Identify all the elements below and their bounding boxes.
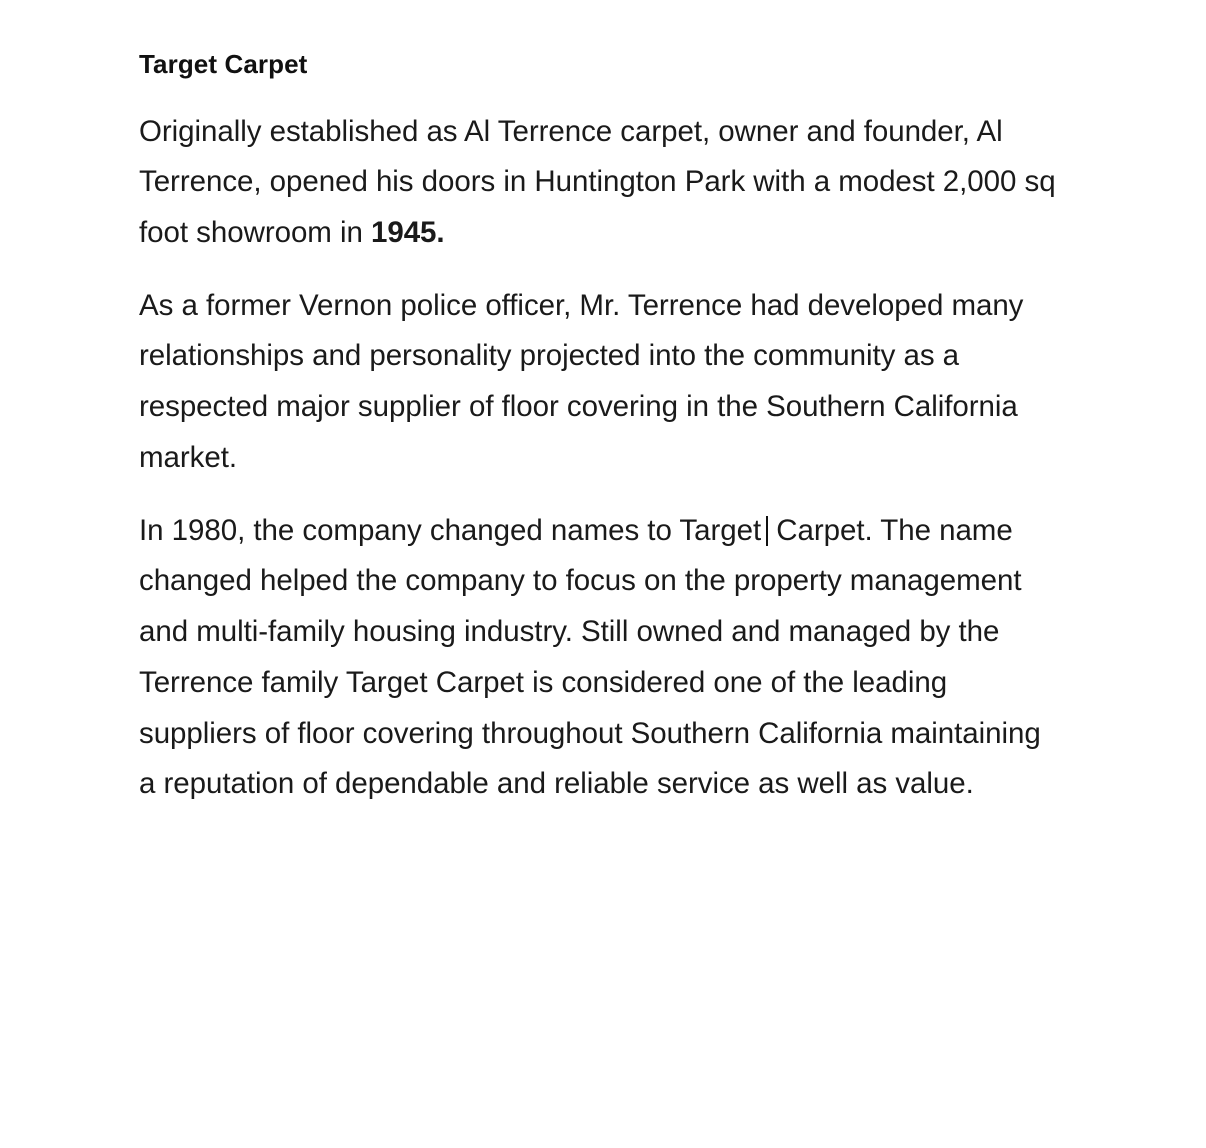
paragraph-history-founding[interactable]: Originally established as Al Terrence carpet, owner and founder, Al Terrence, opened his doors in Huntington Park with a modest 2,000 sq foot showroom in 1945. [139, 114, 1056, 249]
paragraph-name-change[interactable]: In 1980, the company changed names to Target Carpet. The name changed helped the company to focus on the property management and multi-family housing industry. Still owned and managed by the Terrence family Target Carpet is considered one of the leading suppliers of floor covering throughout Southern California maintaining a reputation of dependable and reliable service as well as value. [139, 513, 1041, 801]
paragraph-founder-background[interactable]: As a former Vernon police officer, Mr. Terrence had developed many relationships and personality projected into the community as a respected major supplier of floor covering in the Southern California market. [139, 288, 1024, 474]
page-title: Target Carpet [139, 49, 308, 79]
document-body[interactable] [139, 107, 1056, 811]
emphasis-text: 1945. [370, 215, 445, 249]
text-cursor [766, 516, 768, 546]
